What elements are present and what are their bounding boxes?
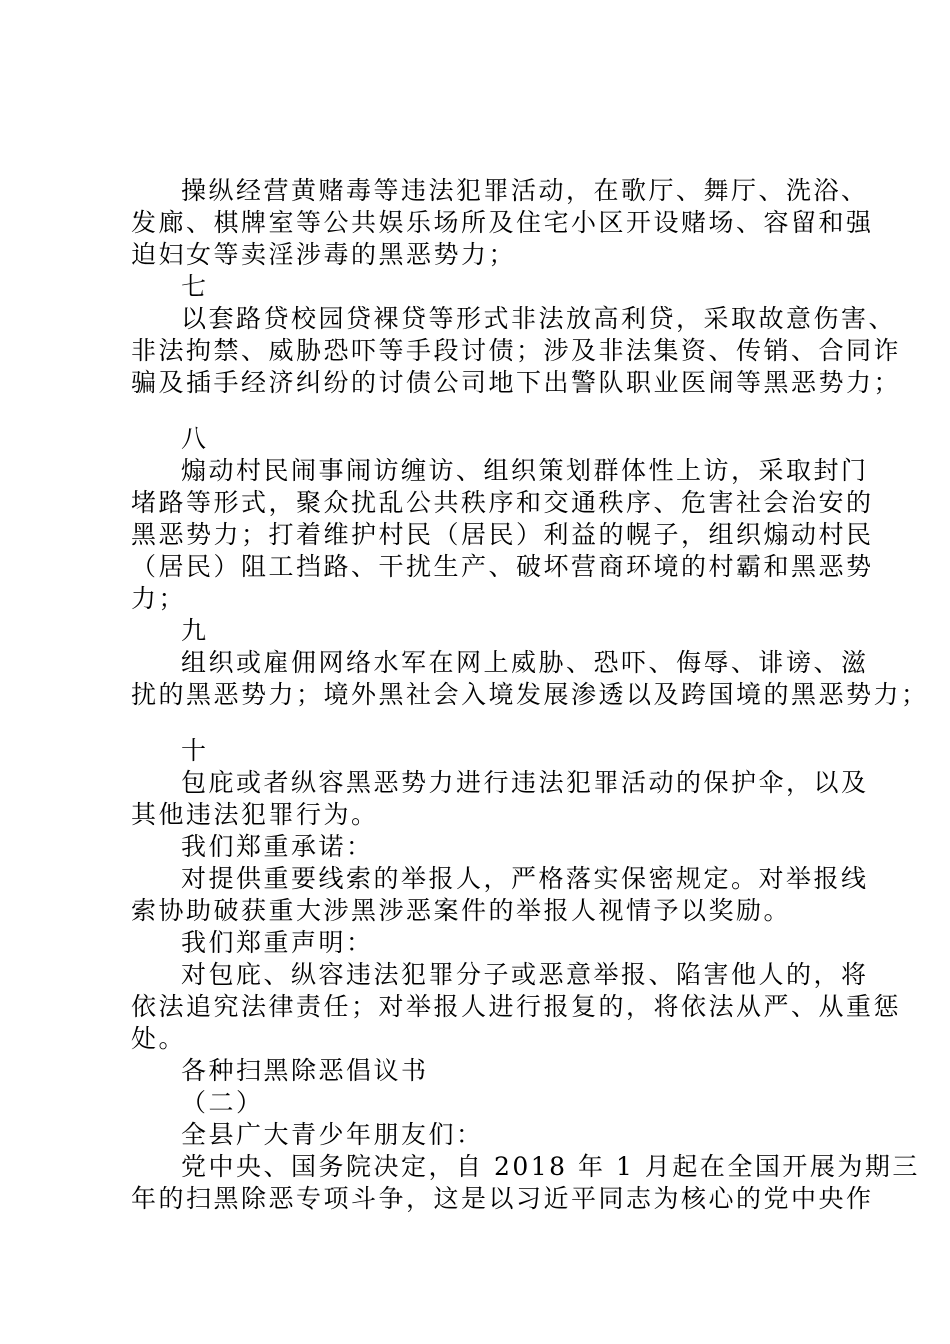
paragraph-line: 扰的黑恶势力；境外黑社会入境发展渗透以及跨国境的黑恶势力； [131,680,929,709]
document-subtitle: （二） [181,1088,264,1117]
section-number: 九 [181,616,209,645]
paragraph-line: 非法拘禁、威胁恐吓等手段讨债；涉及非法集资、传销、合同诈 [131,336,902,365]
paragraph-line: 处。 [131,1024,187,1053]
section-number: 七 [181,272,209,301]
document-title: 各种扫黑除恶倡议书 [181,1056,429,1085]
paragraph-line: 操纵经营黄赌毒等违法犯罪活动，在歌厅、舞厅、洗浴、 [181,176,869,205]
paragraph-line: 对包庇、纵容违法犯罪分子或恶意举报、陷害他人的，将 [181,960,869,989]
paragraph-line: 以套路贷校园贷裸贷等形式非法放高利贷，采取故意伤害、 [181,304,897,333]
paragraph-line: 对提供重要线索的举报人，严格落实保密规定。对举报线 [181,864,869,893]
paragraph-line: 骗及插手经济纠纷的讨债公司地下出警队职业医闹等黑恶势力； [131,368,902,397]
paragraph-line: 发廊、棋牌室等公共娱乐场所及住宅小区开设赌场、容留和强 [131,208,874,237]
paragraph-line: 年的扫黑除恶专项斗争，这是以习近平同志为核心的党中央作 [131,1184,874,1213]
section-number: 十 [181,736,209,765]
paragraph-line: 党中央、国务院决定，自 2018 年 1 月起在全国开展为期三 [181,1152,920,1181]
paragraph-line: 组织或雇佣网络水军在网上威胁、恐吓、侮辱、诽谤、滋 [181,648,869,677]
paragraph-line: 堵路等形式，聚众扰乱公共秩序和交通秩序、危害社会治安的 [131,488,874,517]
paragraph-line: （居民）阻工挡路、干扰生产、破坏营商环境的村霸和黑恶势 [131,552,874,581]
paragraph-line: 力； [131,584,187,613]
paragraph-line: 我们郑重声明： [181,928,374,957]
salutation: 全县广大青少年朋友们： [181,1120,484,1149]
paragraph-line: 煽动村民闹事闹访缠访、组织策划群体性上访，采取封门 [181,456,869,485]
paragraph-line: 索协助破获重大涉黑涉恶案件的举报人视情予以奖励。 [131,896,792,925]
paragraph-line: 包庇或者纵容黑恶势力进行违法犯罪活动的保护伞，以及 [181,768,869,797]
section-number: 八 [181,424,209,453]
paragraph-line: 我们郑重承诺： [181,832,374,861]
paragraph-line: 依法追究法律责任；对举报人进行报复的，将依法从严、从重惩 [131,992,902,1021]
paragraph-line: 迫妇女等卖淫涉毒的黑恶势力； [131,240,517,269]
paragraph-line: 其他违法犯罪行为。 [131,800,379,829]
paragraph-line: 黑恶势力；打着维护村民（居民）利益的幌子，组织煽动村民 [131,520,874,549]
